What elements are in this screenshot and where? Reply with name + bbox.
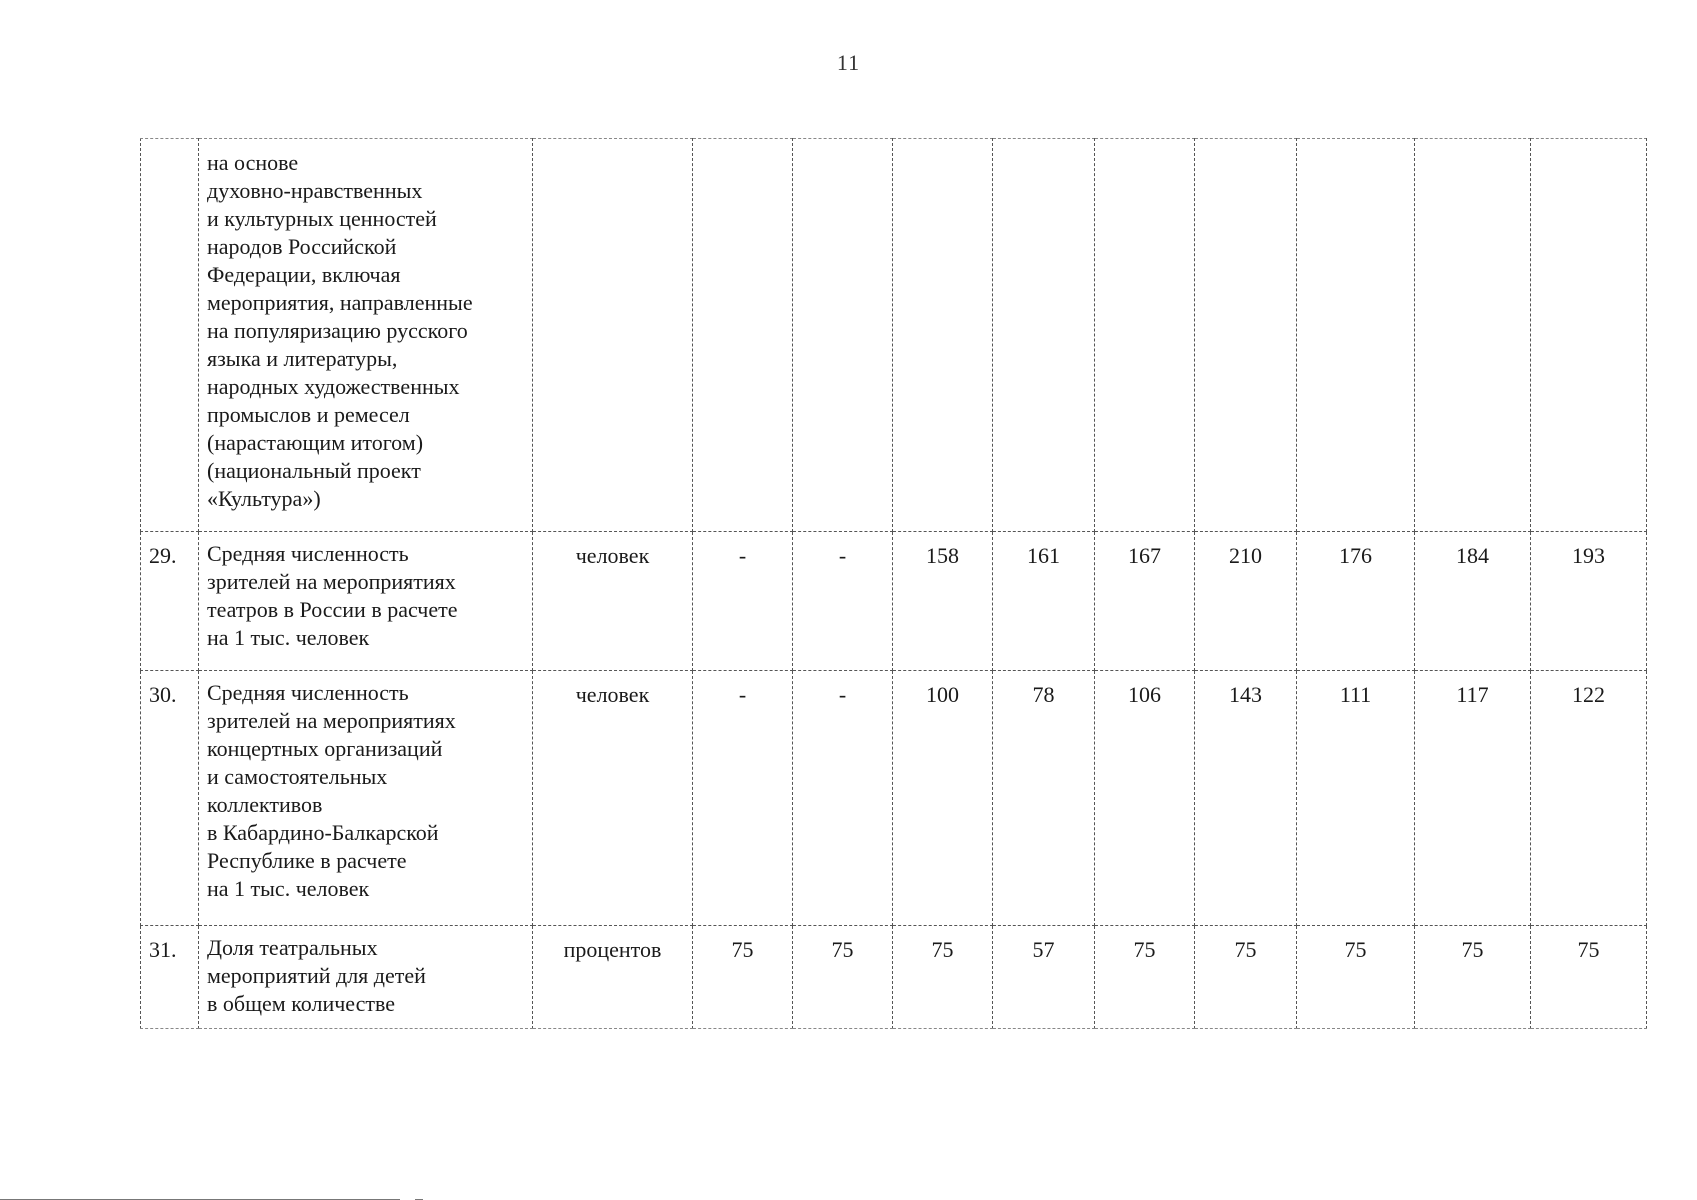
indicator-name-line: коллективов: [207, 792, 323, 817]
value-cell: 111: [1297, 671, 1415, 926]
indicator-name-line: народных художественных: [207, 374, 460, 399]
value-cell: -: [793, 532, 893, 671]
value-cell: [793, 139, 893, 532]
value-cell: [1415, 139, 1531, 532]
indicator-name-line: и культурных ценностей: [207, 206, 437, 231]
indicator-name-line: на основе: [207, 150, 299, 175]
value-cell: 75: [1531, 926, 1647, 1029]
indicator-name-line: на 1 тыс. человек: [207, 625, 370, 650]
value-cell: 78: [993, 671, 1095, 926]
value-cell: 75: [1297, 926, 1415, 1029]
value-cell: 75: [1415, 926, 1531, 1029]
indicator-name-line: концертных организаций: [207, 736, 443, 761]
indicator-name-line: (национальный проект: [207, 458, 421, 483]
value-cell: 57: [993, 926, 1095, 1029]
row-number: [141, 139, 199, 532]
indicator-name: [199, 926, 533, 1029]
indicator-name-line: Доля театральных: [207, 935, 378, 960]
value-cell: 176: [1297, 532, 1415, 671]
indicator-name-line: театров в России в расчете: [207, 597, 458, 622]
row-number: 31.: [141, 926, 199, 1029]
value-cell: 184: [1415, 532, 1531, 671]
indicator-name-line: Федерации, включая: [207, 262, 401, 287]
value-cell: 117: [1415, 671, 1531, 926]
value-cell: [693, 139, 793, 532]
value-cell: [893, 139, 993, 532]
value-cell: 75: [693, 926, 793, 1029]
indicator-name-line: на 1 тыс. человек: [207, 876, 370, 901]
indicator-name-line: духовно-нравственных: [207, 178, 423, 203]
value-cell: -: [793, 671, 893, 926]
indicators-table: [140, 138, 1647, 1029]
table-row: [141, 926, 1647, 1029]
indicator-name-line: зрителей на мероприятиях: [207, 708, 456, 733]
indicator-name-line: на популяризацию русского: [207, 318, 468, 343]
value-cell: [1531, 139, 1647, 532]
value-cell: 210: [1195, 532, 1297, 671]
indicator-name-line: мероприятий для детей: [207, 963, 426, 988]
indicator-name-line: мероприятия, направленные: [207, 290, 473, 315]
unit-cell: человек: [533, 532, 693, 671]
value-cell: 158: [893, 532, 993, 671]
indicator-name: [199, 532, 533, 671]
indicator-name-line: Республике в расчете: [207, 848, 407, 873]
value-cell: 193: [1531, 532, 1647, 671]
indicator-name-line: промыслов и ремесел: [207, 402, 410, 427]
indicator-name-line: (нарастающим итогом): [207, 430, 424, 455]
value-cell: 143: [1195, 671, 1297, 926]
table-row: [141, 671, 1647, 926]
value-cell: [993, 139, 1095, 532]
indicator-name: [199, 139, 533, 532]
value-cell: 75: [1195, 926, 1297, 1029]
unit-cell: [533, 139, 693, 532]
value-cell: 75: [893, 926, 993, 1029]
row-number: 29.: [141, 532, 199, 671]
value-cell: 75: [1095, 926, 1195, 1029]
indicator-name: [199, 671, 533, 926]
indicator-name-line: в Кабардино-Балкарской: [207, 820, 439, 845]
value-cell: 100: [893, 671, 993, 926]
indicator-name-line: языка и литературы,: [207, 346, 398, 371]
value-cell: [1297, 139, 1415, 532]
table-row: [141, 532, 1647, 671]
value-cell: 161: [993, 532, 1095, 671]
indicator-name-line: Средняя численность: [207, 541, 409, 566]
indicator-name-line: «Культура»): [207, 486, 321, 511]
value-cell: 75: [793, 926, 893, 1029]
table-row: [141, 139, 1647, 532]
page-number: 11: [836, 50, 861, 75]
value-cell: [1095, 139, 1195, 532]
indicator-name-line: Средняя численность: [207, 680, 409, 705]
value-cell: 167: [1095, 532, 1195, 671]
row-number: 30.: [141, 671, 199, 926]
unit-cell: процентов: [533, 926, 693, 1029]
value-cell: [1195, 139, 1297, 532]
indicator-name-line: в общем количестве: [207, 991, 396, 1016]
indicator-name-line: зрителей на мероприятиях: [207, 569, 456, 594]
value-cell: 106: [1095, 671, 1195, 926]
indicator-name-line: народов Российской: [207, 234, 397, 259]
value-cell: -: [693, 532, 793, 671]
value-cell: -: [693, 671, 793, 926]
unit-cell: человек: [533, 671, 693, 926]
value-cell: 122: [1531, 671, 1647, 926]
indicator-name-line: и самостоятельных: [207, 764, 388, 789]
